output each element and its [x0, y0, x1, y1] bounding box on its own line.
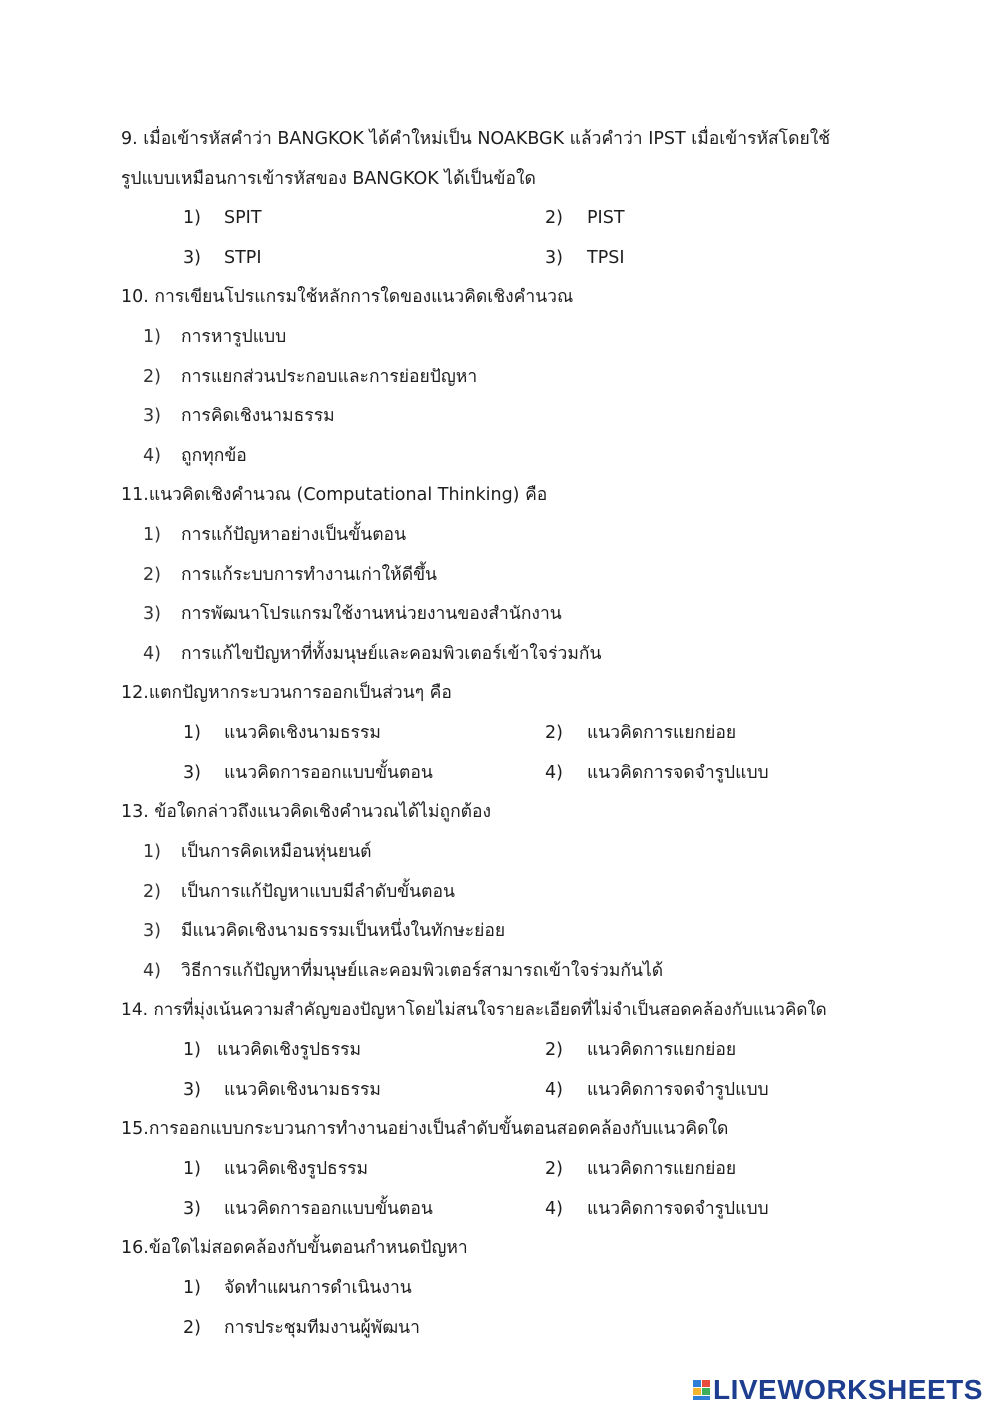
option-text: การประชุมทีมงานผู้พัฒนา — [224, 1318, 420, 1338]
option-number: 3) — [183, 763, 201, 783]
option-number: 2) — [545, 723, 563, 743]
option-text: เป็นการแก้ปัญหาแบบมีลำดับขั้นตอน — [181, 882, 455, 902]
option-number: 1) — [143, 327, 161, 347]
option-text: วิธีการแก้ปัญหาที่มนุษย์และคอมพิวเตอร์สามารถเข้าใจร่วมกันได้ — [181, 961, 664, 981]
logo-text: LIVEWORKSHEETS — [713, 1374, 983, 1405]
question-10: 10. การเขียนโปรแกรมใช้หลักการใดของแนวคิดเชิงคำนวณ — [121, 287, 574, 307]
option-text: การแก้ระบบการทำงานเก่าให้ดีขึ้น — [181, 565, 438, 585]
option-text: การหารูปแบบ — [181, 327, 287, 347]
option-text: แนวคิดการออกแบบขั้นตอน — [224, 1199, 433, 1219]
option-number: 4) — [143, 446, 161, 466]
option-number: 1) — [183, 1159, 201, 1179]
option-text: แนวคิดเชิงนามธรรม — [224, 723, 381, 743]
option-number: 3) — [183, 1199, 201, 1219]
option-number: 3) — [545, 248, 563, 268]
option-text: TPSI — [587, 248, 625, 268]
option-text: แนวคิดเชิงรูปธรรม — [224, 1159, 369, 1179]
option-number: 1) — [183, 1040, 201, 1060]
option-text: PIST — [587, 208, 625, 228]
option-number: 2) — [545, 1159, 563, 1179]
option-number: 3) — [143, 604, 161, 624]
option-text: เป็นการคิดเหมือนหุ่นยนต์ — [181, 842, 372, 862]
option-number: 1) — [143, 525, 161, 545]
option-number: 2) — [143, 565, 161, 585]
option-text: STPI — [224, 248, 262, 268]
question-15: 15.การออกแบบกระบวนการทำงานอย่างเป็นลำดับขั้นตอนสอดคล้องกับแนวคิดใด — [121, 1119, 729, 1139]
option-text: SPIT — [224, 208, 262, 228]
option-text: ถูกทุกข้อ — [181, 446, 247, 466]
option-text: แนวคิดการแยกย่อย — [587, 1159, 737, 1179]
option-number: 3) — [183, 1080, 201, 1100]
option-text: การคิดเชิงนามธรรม — [181, 406, 335, 426]
option-number: 3) — [143, 921, 161, 941]
option-number: 1) — [183, 208, 201, 228]
option-number: 1) — [143, 842, 161, 862]
option-number: 2) — [545, 1040, 563, 1060]
option-number: 3) — [183, 248, 201, 268]
liveworksheets-logo[interactable] — [693, 1376, 983, 1404]
question-12: 12.แตกปัญหากระบวนการออกเป็นส่วนๆ คือ — [121, 683, 452, 703]
option-text: แนวคิดการจดจำรูปแบบ — [587, 1080, 769, 1100]
option-text: การพัฒนาโปรแกรมใช้งานหน่วยงานของสำนักงาน — [181, 604, 562, 624]
option-text: แนวคิดเชิงนามธรรม — [224, 1080, 381, 1100]
option-number: 3) — [143, 406, 161, 426]
option-number: 4) — [143, 644, 161, 664]
option-number: 2) — [545, 208, 563, 228]
question-9-line-1: 9. เมื่อเข้ารหัสคำว่า BANGKOK ได้คำใหม่เป็น NOAKBGK แล้วคำว่า IPST เมื่อเข้ารหัสโดยใช้ — [121, 129, 831, 149]
option-number: 4) — [545, 1199, 563, 1219]
option-number: 2) — [183, 1318, 201, 1338]
option-text: แนวคิดการจดจำรูปแบบ — [587, 1199, 769, 1219]
liveworksheets-logo-mark-icon — [693, 1378, 711, 1402]
question-9-line-2: รูปแบบเหมือนการเข้ารหัสของ BANGKOK ได้เป็นข้อใด — [121, 169, 536, 189]
option-text: การแยกส่วนประกอบและการย่อยปัญหา — [181, 367, 478, 387]
option-text: มีแนวคิดเชิงนามธรรมเป็นหนึ่งในทักษะย่อย — [181, 921, 506, 941]
option-text: จัดทำแผนการดำเนินงาน — [224, 1278, 412, 1298]
question-11: 11.แนวคิดเชิงคำนวณ (Computational Thinking) คือ — [121, 485, 548, 505]
option-number: 1) — [183, 1278, 201, 1298]
option-text: แนวคิดการจดจำรูปแบบ — [587, 763, 769, 783]
question-13: 13. ข้อใดกล่าวถึงแนวคิดเชิงคำนวณได้ไม่ถูกต้อง — [121, 802, 492, 822]
option-number: 4) — [545, 763, 563, 783]
option-number: 4) — [143, 961, 161, 981]
option-text: แนวคิดการแยกย่อย — [587, 723, 737, 743]
option-number: 1) — [183, 723, 201, 743]
option-text: แนวคิดเชิงรูปธรรม — [217, 1040, 362, 1060]
option-number: 4) — [545, 1080, 563, 1100]
question-14: 14. การที่มุ่งเน้นความสำคัญของปัญหาโดยไม่สนใจรายละเอียดที่ไม่จำเป็นสอดคล้องกับแนวคิดใด — [121, 1000, 827, 1020]
question-16: 16.ข้อใดไม่สอดคล้องกับขั้นตอนกำหนดปัญหา — [121, 1238, 468, 1258]
option-number: 2) — [143, 367, 161, 387]
option-text: การแก้ไขปัญหาที่ทั้งมนุษย์และคอมพิวเตอร์เข้าใจร่วมกัน — [181, 644, 602, 664]
option-text: แนวคิดการแยกย่อย — [587, 1040, 737, 1060]
option-number: 2) — [143, 882, 161, 902]
option-text: แนวคิดการออกแบบขั้นตอน — [224, 763, 433, 783]
option-text: การแก้ปัญหาอย่างเป็นขั้นตอน — [181, 525, 407, 545]
